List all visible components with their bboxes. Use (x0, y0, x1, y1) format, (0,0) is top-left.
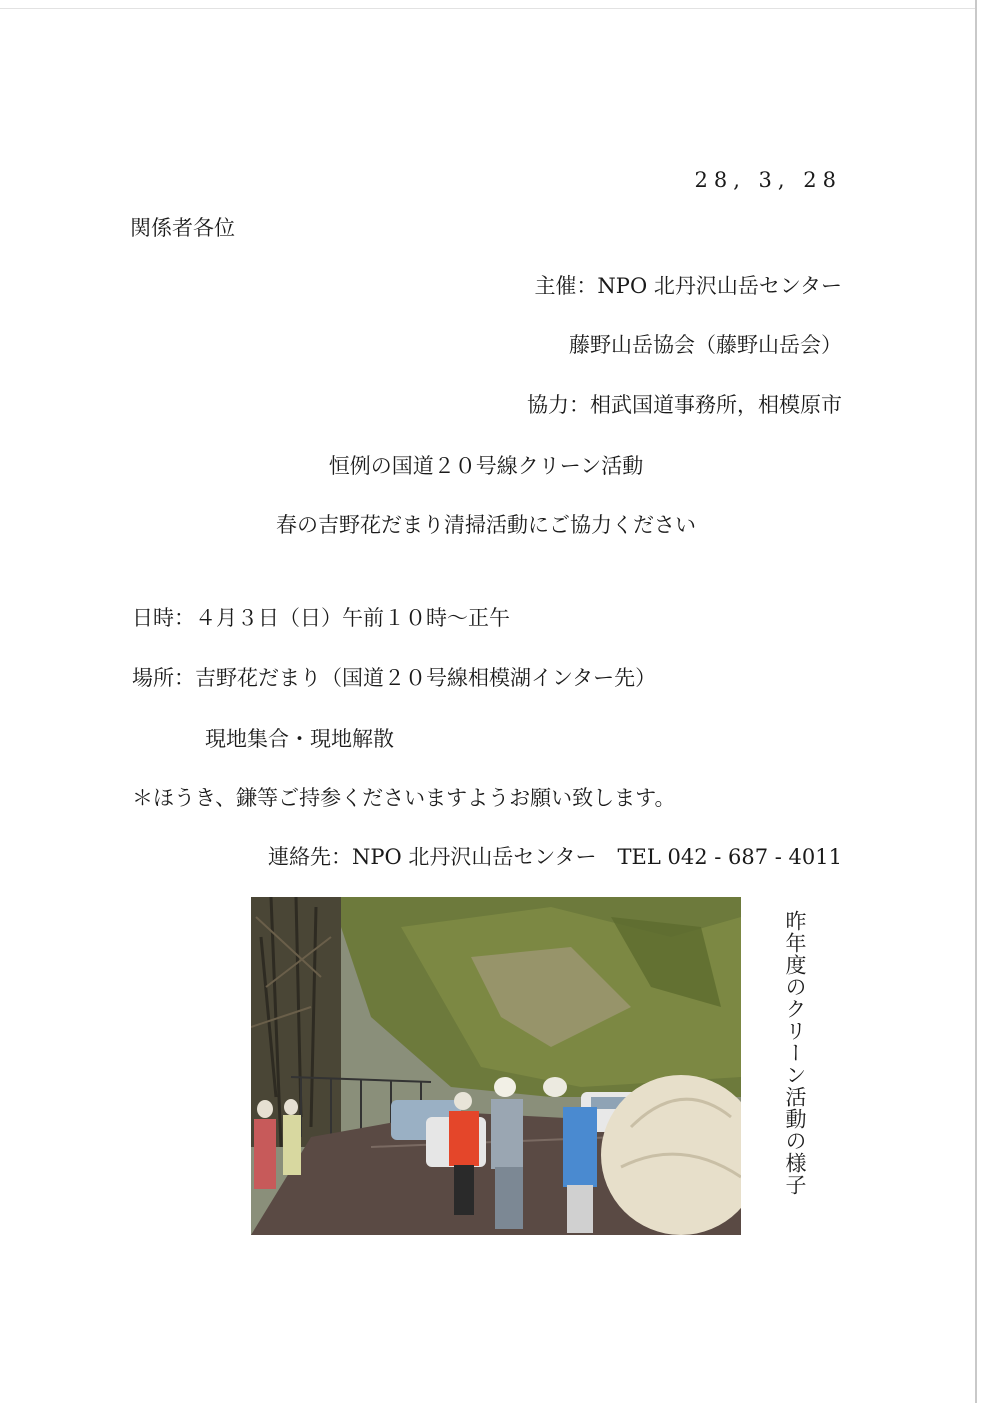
host-organization-2: 藤野山岳協会（藤野山岳会） (569, 333, 842, 357)
title-line-1 (0, 452, 992, 480)
host-organization: 主催：NPO 北丹沢山岳センター (534, 274, 842, 298)
activity-photo (251, 897, 741, 1235)
meeting-info: 現地集合・現地解散 (205, 727, 394, 751)
title-line-2 (0, 511, 992, 539)
event-datetime: 日時：４月３日（日）午前１０時～正午 (132, 606, 510, 630)
photo-caption: 昨年度のクリーン活動の様子 (783, 910, 807, 1196)
scan-edge-top (0, 8, 975, 9)
activity-photo-illustration (251, 897, 741, 1235)
bring-items-note: ＊ほうき、鎌等ご持参くださいますようお願い致します。 (132, 786, 676, 810)
addressee: 関係者各位 (130, 216, 235, 240)
document-date: 28, 3, 28 (694, 168, 842, 192)
title-line-1-text: 恒例の国道２０号線クリーン活動 (328, 454, 644, 478)
contact-info: 連絡先：NPO 北丹沢山岳センター TEL 042 - 687 - 4011 (267, 845, 842, 869)
event-place: 場所：吉野花だまり（国道２０号線相模湖インター先） (132, 666, 657, 690)
title-line-2-text: 春の吉野花だまり清掃活動にご協力ください (276, 513, 696, 537)
scan-edge-right (975, 0, 977, 1403)
cooperation-organizations: 協力：相武国道事務所，相模原市 (527, 393, 842, 417)
